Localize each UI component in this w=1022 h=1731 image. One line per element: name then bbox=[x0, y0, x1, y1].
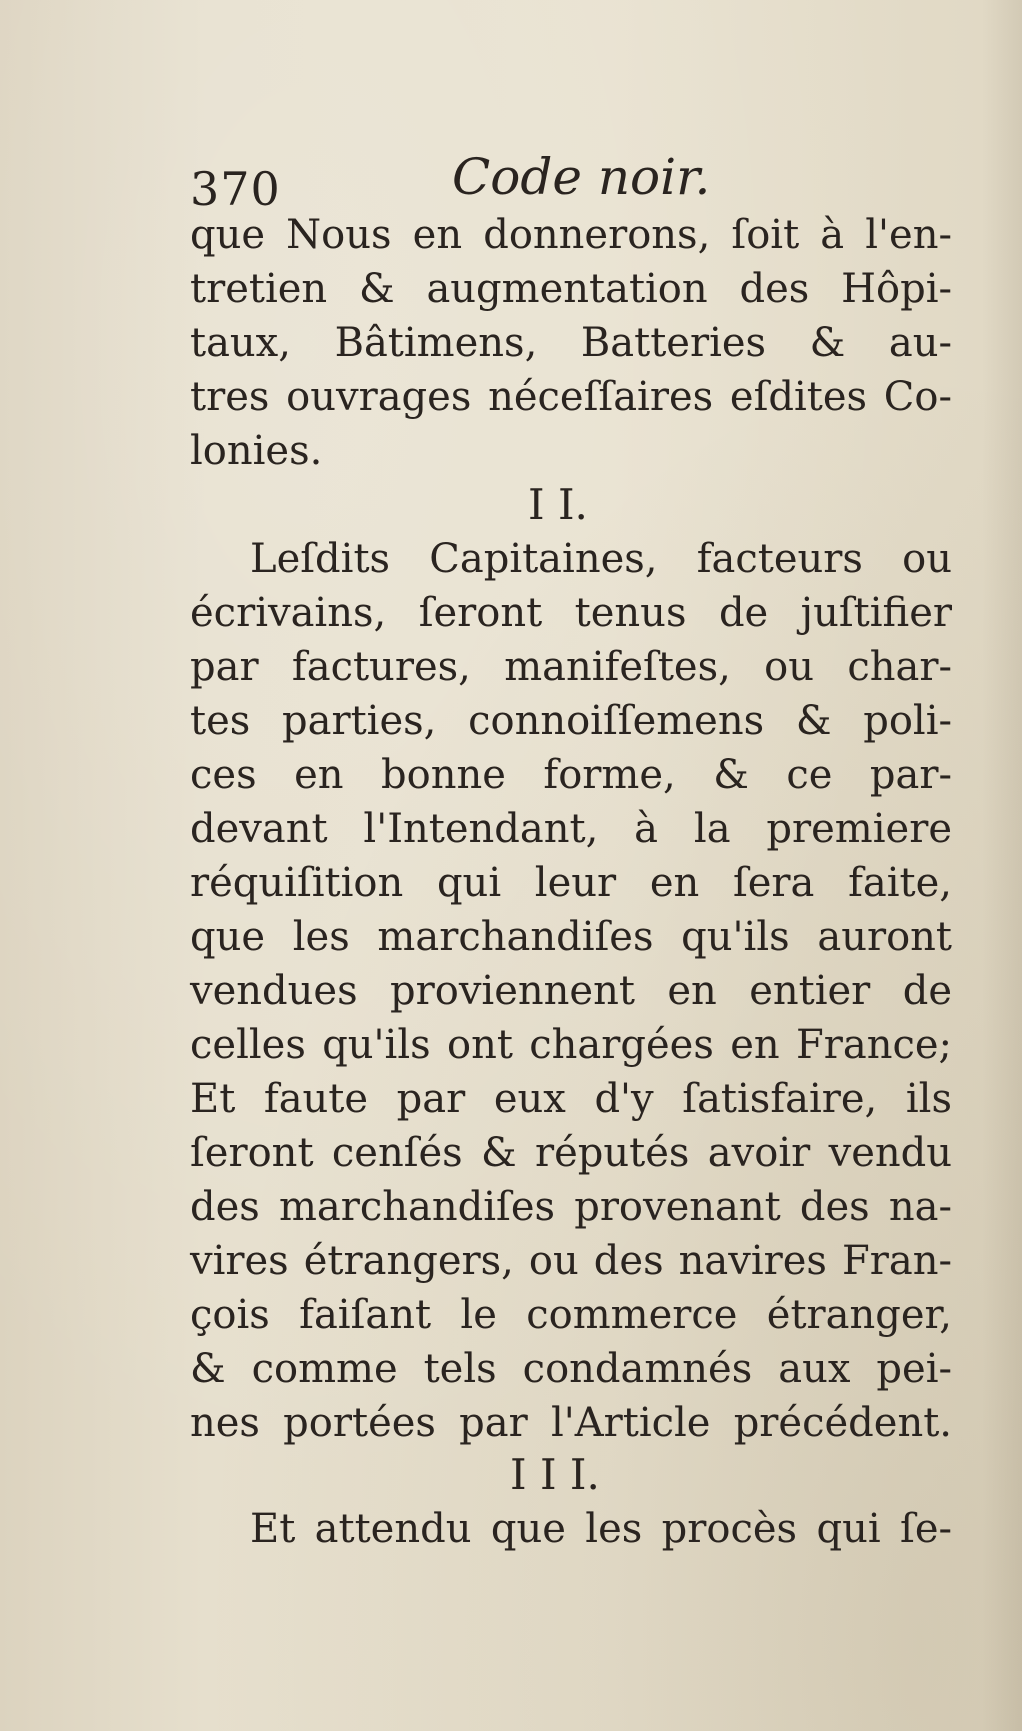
text-line: Et attendu que les procès qui ſe- bbox=[250, 1506, 952, 1552]
text-line: ſeront cenſés & réputés avoir vendu bbox=[190, 1130, 952, 1176]
section-heading-iii: I I I. bbox=[510, 1450, 600, 1499]
text-line: lonies. bbox=[190, 428, 323, 474]
text-line: par factures, manifeſtes, ou char- bbox=[190, 644, 952, 690]
text-line: celles qu'ils ont chargées en France; bbox=[190, 1022, 952, 1068]
text-line: & comme tels condamnés aux pei- bbox=[190, 1346, 952, 1392]
text-line: que Nous en donnerons, ſoit à l'en- bbox=[190, 212, 952, 258]
text-line: écrivains, ſeront tenus de juſtifier bbox=[190, 590, 952, 636]
text-line: que les marchandiſes qu'ils auront bbox=[190, 914, 952, 960]
text-line: vendues proviennent en entier de bbox=[190, 968, 952, 1014]
text-line: tres ouvrages néceſſaires eſdites Co- bbox=[190, 374, 952, 420]
text-line: vires étrangers, ou des navires Fran- bbox=[190, 1238, 952, 1284]
page-number: 370 bbox=[190, 162, 281, 216]
text-line: tretien & augmentation des Hôpi- bbox=[190, 266, 952, 312]
text-line: des marchandiſes provenant des na- bbox=[190, 1184, 952, 1230]
text-line: devant l'Intendant, à la premiere bbox=[190, 806, 952, 852]
text-line: çois faiſant le commerce étranger, bbox=[190, 1292, 952, 1338]
text-line: tes parties, connoiſſemens & poli- bbox=[190, 698, 952, 744]
section-heading-ii: I I. bbox=[528, 480, 588, 529]
text-line: ces en bonne forme, & ce par- bbox=[190, 752, 952, 798]
text-line: Et faute par eux d'y ſatisfaire, ils bbox=[190, 1076, 952, 1122]
running-title: Code noir. bbox=[452, 148, 711, 206]
text-line: réquiſition qui leur en ſera faite, bbox=[190, 860, 952, 906]
text-line: taux, Bâtimens, Batteries & au- bbox=[190, 320, 952, 366]
page-edge-shadow bbox=[982, 0, 1022, 1731]
text-line: nes portées par l'Article précédent. bbox=[190, 1400, 952, 1446]
text-line: Leſdits Capitaines, facteurs ou bbox=[250, 536, 952, 582]
